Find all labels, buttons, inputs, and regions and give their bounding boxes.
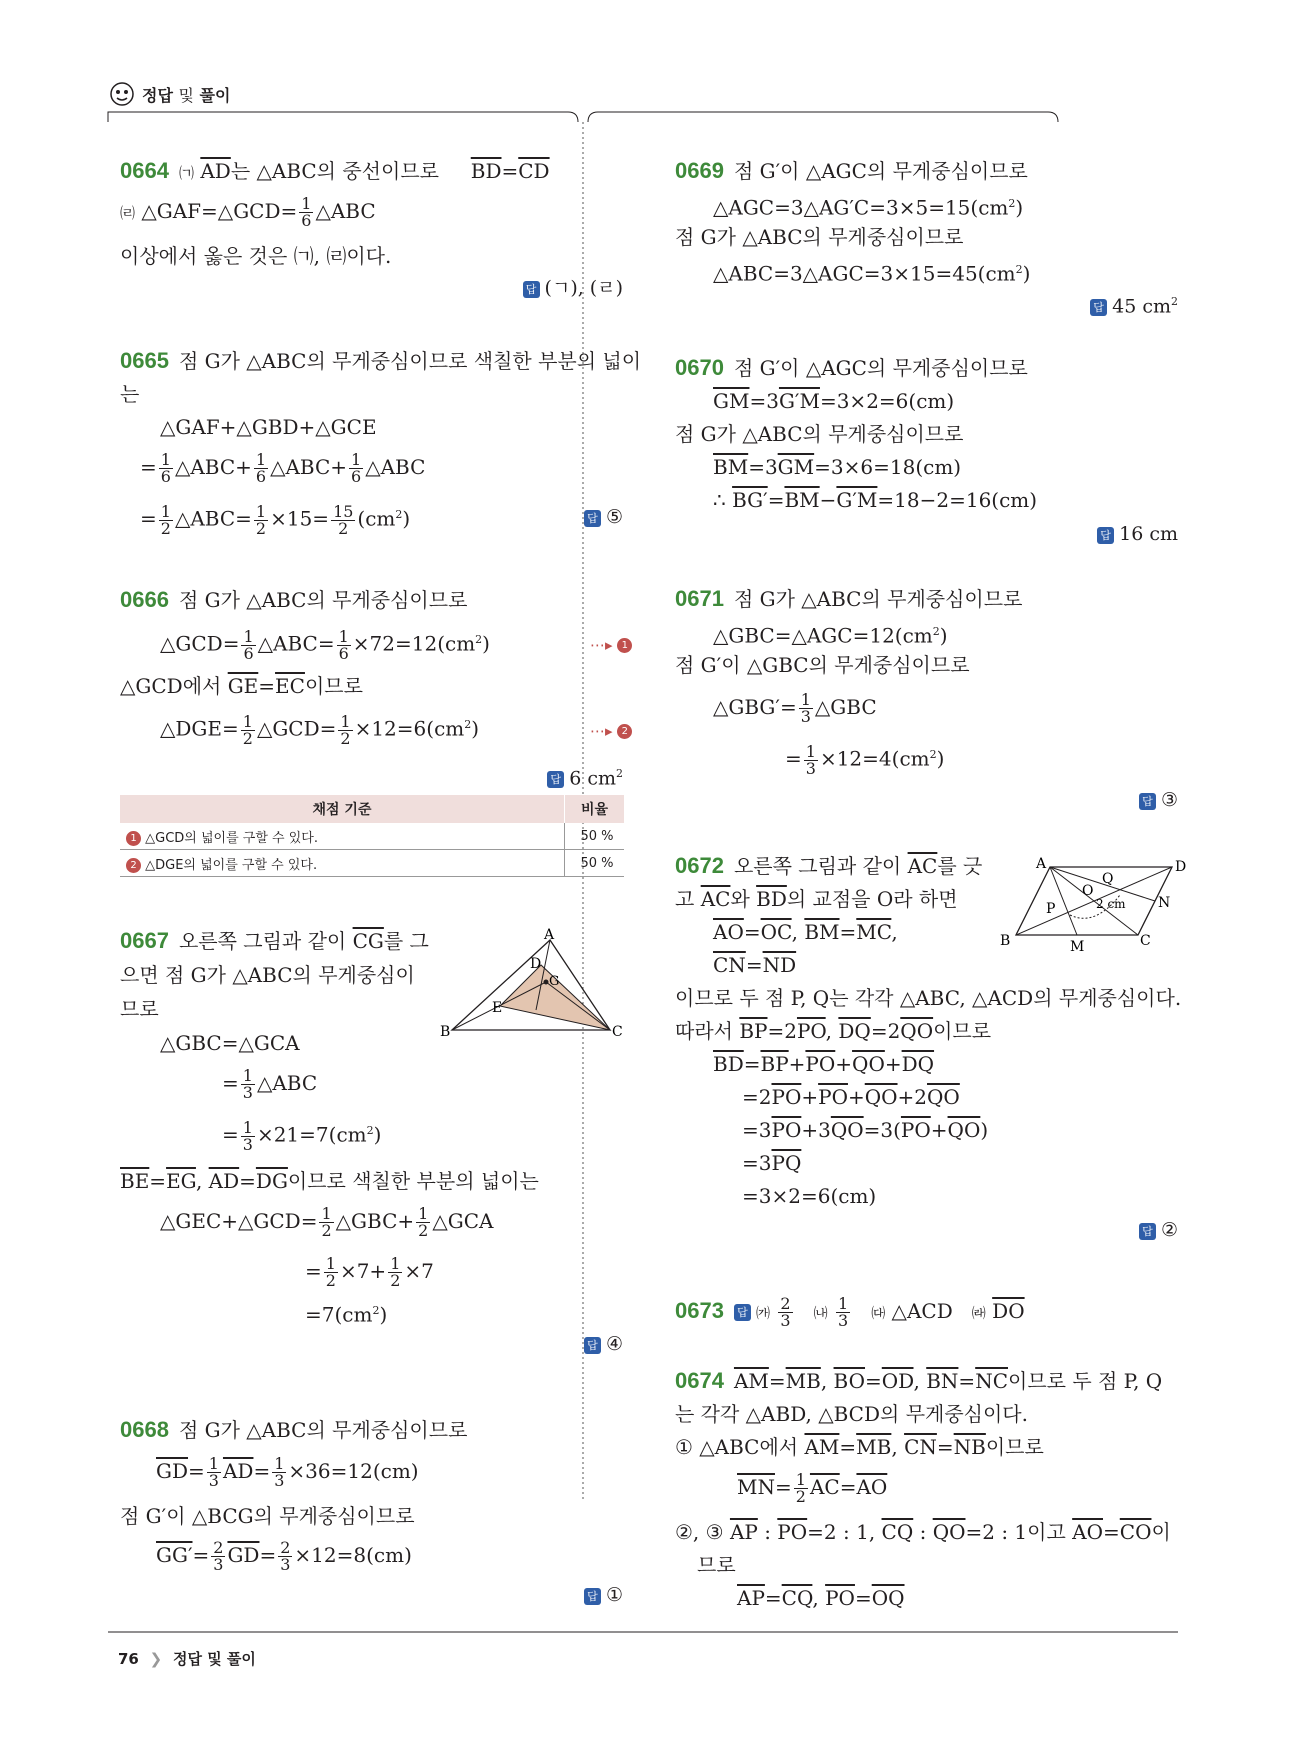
p0673-line1: 0673 답 ㈎ $\frac{2}{3}$ ㈏ $\frac{1}{3}$ ㈐ △ACD ㈑ $\overline{DO}$ bbox=[675, 1294, 1025, 1330]
p0674-line1: 0674 $\overline{AM}=\overline{MB}$, $\overline{BO}=\overline{OD}$, $\overline{BN}=\overline{NC}$이므로 두 점 P, Q bbox=[675, 1368, 1163, 1393]
fig0667-label-a: A bbox=[544, 927, 555, 943]
answer-badge-icon: 답 bbox=[584, 510, 601, 527]
p0666-answer: 답 6 $cm^2$ bbox=[547, 762, 623, 790]
p0672-line6: 따라서 $\overline{BP}=2\overline{PO}$, $\overline{DQ}=2\overline{QO}$이므로 bbox=[675, 1019, 992, 1043]
answer-badge-icon: 답 bbox=[584, 1337, 601, 1354]
p0666-line4: △DGE= $\frac{1}{2}$ △GCD= $\frac{1}{2}$ $\times 12=6(cm^2)$ bbox=[160, 711, 480, 748]
fig0672-label-b: B bbox=[1000, 933, 1011, 949]
p0670-line4: $\overline{BM}=3\overline{GM}=3\times 6=18(cm)$ bbox=[713, 455, 962, 479]
problem-number: 0667 bbox=[120, 928, 169, 953]
grading-header-criteria: 채점 기준 bbox=[120, 795, 565, 823]
p0671-line3: 점 G′이 △GBC의 무게중심이므로 bbox=[675, 653, 970, 677]
p0674-line6: 므로 bbox=[697, 1553, 736, 1577]
fig0672-label-d: D bbox=[1175, 859, 1187, 875]
fig0667-label-c: C bbox=[612, 1024, 623, 1040]
problem-number: 0673 bbox=[675, 1298, 724, 1323]
problem-number: 0664 bbox=[120, 158, 169, 183]
p0664-answer: 답 (ㄱ), (ㄹ) bbox=[523, 276, 623, 300]
p0667-line1: 0667 오른쪽 그림과 같이 $\overline{CG}$를 그 bbox=[120, 928, 429, 953]
p0665-line1: 0665 점 G가 △ABC의 무게중심이므로 색칠한 부분의 넓이 bbox=[120, 348, 642, 373]
header-title-c: 풀이 bbox=[199, 86, 231, 105]
p0671-line2: $\triangle GBC=\triangle AGC=12(cm^2)$ bbox=[713, 623, 948, 648]
answer-badge-icon: 답 bbox=[523, 281, 540, 298]
p0670-line1: 0670 점 G′이 △AGC의 무게중심이므로 bbox=[675, 355, 1028, 380]
p0665-answer: 답 ⑤ bbox=[584, 505, 623, 529]
p0664-line1: 0664 ㈀ $\overline{AD}$는 △ABC의 중선이므로 $\overline{BD}=\overline{CD}$ bbox=[120, 158, 550, 183]
p0671-line5: = $\frac{1}{3}$ $\times 12=4(cm^2)$ bbox=[785, 741, 945, 778]
problem-number: 0674 bbox=[675, 1368, 724, 1393]
answer-badge-icon: 답 bbox=[584, 1588, 601, 1605]
p0672-line9: $=3\overline{PO}+3\overline{QO}=3(\overline{PO}+\overline{QO})$ bbox=[742, 1118, 989, 1142]
parallelogram-figure-0672 bbox=[1000, 855, 1185, 955]
p0672-line11: =3×2=6(cm) bbox=[742, 1184, 877, 1208]
problem-number: 0665 bbox=[120, 348, 169, 373]
answer-badge-icon: 답 bbox=[547, 771, 564, 788]
header-title-a: 정답 bbox=[142, 86, 173, 105]
step-marker-1: ⋯▸ 1 bbox=[590, 636, 632, 654]
fig0672-label-o: O bbox=[1082, 883, 1094, 899]
triangle-figure-0667 bbox=[440, 927, 623, 1050]
grading-table-header bbox=[120, 795, 624, 823]
p0664-line3: 이상에서 옳은 것은 ㈀, ㈃이다. bbox=[120, 244, 392, 268]
p0666-line1: 0666 점 G가 △ABC의 무게중심이므로 bbox=[120, 587, 468, 612]
p0671-answer: 답 ③ bbox=[1139, 788, 1178, 812]
p0670-line5: ∴ $BG'=\overline{BM}-G'M=18-2=16(cm)$ bbox=[713, 488, 1038, 512]
p0669-line1: 0669 점 G′이 △AGC의 무게중심이므로 bbox=[675, 158, 1028, 183]
p0671-line1: 0671 점 G가 △ABC의 무게중심이므로 bbox=[675, 586, 1023, 611]
chevron-right-icon: ❯ bbox=[149, 1650, 163, 1668]
p0669-line4: $\triangle ABC=3\triangle AGC=3\times 15=45(cm^2)$ bbox=[713, 261, 1031, 286]
p0667-line9: = $\frac{1}{2}$ ×7+ $\frac{1}{2}$ ×7 bbox=[305, 1254, 434, 1290]
p0674-line7: $\overline{AP}=\overline{CQ}$, $\overline{PO}=\overline{OQ}$ bbox=[737, 1586, 905, 1610]
problem-number: 0670 bbox=[675, 355, 724, 380]
p0667-answer: 답 ④ bbox=[584, 1332, 623, 1356]
p0674-line5: ②, ③ $\overline{AP}$ : $\overline{PO}=2$ : 1, $\overline{CQ}$ : $\overline{QO}=2$ : 1이고 $\overline{AO}=\overline{CO}$이 bbox=[675, 1520, 1171, 1544]
p0665-line3: △GAF+△GBD+△GCE bbox=[160, 415, 377, 439]
p0672-line2: 고 $\overline{AC}$와 $\overline{BD}$의 교점을 O라 하면 bbox=[675, 887, 958, 911]
problem-number: 0672 bbox=[675, 853, 724, 878]
p0668-line4: GG′= $\frac{2}{3}$ $\overline{GD}=$ $\frac{2}{3}$ ×12=8(cm) bbox=[156, 1538, 412, 1574]
fig0672-measure: 2 cm bbox=[1096, 897, 1126, 911]
p0666-line3: △GCD에서 $\overline{GE}=\overline{EC}$이므로 bbox=[120, 674, 363, 698]
page-number: 76 bbox=[118, 1650, 139, 1668]
table-row: 2 △DGE의 넓이를 구할 수 있다. 50 % bbox=[120, 850, 624, 877]
p0670-line3: 점 G가 △ABC의 무게중심이므로 bbox=[675, 422, 964, 446]
p0672-line3: $\overline{AO}=\overline{OC}$, $\overline{BM}=\overline{MC}$, bbox=[713, 920, 898, 944]
answer-badge-icon: 답 bbox=[1139, 793, 1156, 810]
p0664-line2: ㈃ △GAF=△GCD= $\frac{1}{6}$ △ABC bbox=[120, 194, 376, 230]
p0672-line10: $=3\overline{PQ}$ bbox=[742, 1151, 802, 1175]
fig0667-label-g: G bbox=[549, 974, 560, 989]
grading-header-ratio: 비율 bbox=[565, 795, 625, 823]
p0668-line1: 0668 점 G가 △ABC의 무게중심이므로 bbox=[120, 1417, 468, 1442]
p0674-line4: $\overline{MN}=$ $\frac{1}{2}$ $\overline{AC}=\overline{AO}$ bbox=[737, 1470, 888, 1506]
fig0672-label-q: Q bbox=[1102, 871, 1114, 887]
p0667-line2: 으면 점 G가 △ABC의 무게중심이 bbox=[120, 963, 415, 987]
fig0667-label-b: B bbox=[440, 1024, 451, 1040]
p0674-line2: 는 각각 △ABD, △BCD의 무게중심이다. bbox=[675, 1402, 1028, 1426]
p0669-line2: $\triangle AGC=3\triangle AG'C=3\times 5=15(cm^2)$ bbox=[713, 195, 1024, 220]
p0667-line10: $=7(cm^2)$ bbox=[305, 1302, 388, 1327]
fig0672-label-m: M bbox=[1070, 939, 1085, 955]
table-row: 1 △GCD의 넓이를 구할 수 있다. 50 % bbox=[120, 823, 624, 850]
p0674-line3: ① △ABC에서 $\overline{AM}=\overline{MB}$, $\overline{CN}=\overline{NB}$이므로 bbox=[675, 1435, 1044, 1459]
fig0672-label-p: P bbox=[1046, 901, 1056, 917]
p0667-line4: △GBC=△GCA bbox=[160, 1031, 300, 1055]
p0672-line1: 0672 오른쪽 그림과 같이 $\overline{AC}$를 긋 bbox=[675, 853, 983, 878]
fig0672-label-c: C bbox=[1140, 933, 1151, 949]
p0672-line5: 이므로 두 점 P, Q는 각각 △ABC, △ACD의 무게중심이다. bbox=[675, 986, 1182, 1010]
p0665-line2: 는 bbox=[120, 382, 140, 406]
fig0667-label-d: D bbox=[530, 956, 542, 972]
p0667-line8: △GEC+△GCD= $\frac{1}{2}$ △GBC+ $\frac{1}{2}$ △GCA bbox=[160, 1204, 494, 1240]
p0665-line5: = $\frac{1}{2}$ △ABC= $\frac{1}{2}$ ×15= $\frac{15}{2}$ $(cm^2)$ bbox=[140, 501, 411, 538]
fig0672-label-a: A bbox=[1036, 856, 1047, 872]
fig0667-label-e: E bbox=[492, 1000, 503, 1016]
p0667-line7: $\overline{BE}=\overline{EG}$, $\overline{AD}=\overline{DG}$이므로 색칠한 부분의 넓이는 bbox=[120, 1169, 539, 1193]
p0672-line4: $\overline{CN}=\overline{ND}$ bbox=[713, 953, 797, 977]
p0670-line2: $\overline{GM}=3G'M=3\times 2=6(cm)$ bbox=[713, 389, 955, 413]
p0667-line3: 므로 bbox=[120, 997, 159, 1021]
mascot-icon bbox=[108, 80, 136, 108]
answer-badge-icon: 답 bbox=[1090, 299, 1107, 316]
answer-badge-icon: 답 bbox=[1097, 527, 1114, 544]
p0668-answer: 답 ① bbox=[584, 1583, 623, 1607]
p0666-line2: △GCD= $\frac{1}{6}$ △ABC= $\frac{1}{6}$ $\times 72=12(cm^2)$ bbox=[160, 626, 490, 663]
fig0672-label-n: N bbox=[1158, 895, 1171, 911]
grading-table bbox=[120, 795, 624, 877]
p0672-answer: 답 ② bbox=[1139, 1218, 1178, 1242]
header-title-b: 및 bbox=[178, 86, 194, 105]
p0668-line2: $\overline{GD}=$ $\frac{1}{3}$ $\overline{AD}=$ $\frac{1}{3}$ ×36=12(cm) bbox=[156, 1454, 419, 1490]
p0667-line6: = $\frac{1}{3}$ $\times 21=7(cm^2)$ bbox=[222, 1117, 382, 1154]
problem-number: 0671 bbox=[675, 586, 724, 611]
p0669-line3: 점 G가 △ABC의 무게중심이므로 bbox=[675, 225, 964, 249]
p0672-line7: $\overline{BD}=\overline{BP}+\overline{PO}+\overline{QO}+\overline{DQ}$ bbox=[713, 1052, 935, 1076]
p0672-line8: $=2\overline{PO}+\overline{PO}+\overline{QO}+2\overline{QO}$ bbox=[742, 1085, 960, 1109]
problem-number: 0666 bbox=[120, 587, 169, 612]
p0667-line5: = $\frac{1}{3}$ △ABC bbox=[222, 1066, 318, 1102]
problem-number: 0668 bbox=[120, 1417, 169, 1442]
p0669-answer: 답 45 $cm^2$ bbox=[1090, 290, 1178, 318]
p0670-answer: 답 16 cm bbox=[1097, 522, 1178, 546]
p0668-line3: 점 G′이 △BCG의 무게중심이므로 bbox=[120, 1504, 415, 1528]
step-marker-2: ⋯▸ 2 bbox=[590, 722, 632, 740]
answer-badge-icon: 답 bbox=[734, 1304, 751, 1321]
footer bbox=[118, 1648, 256, 1669]
p0671-line4: △GBG′= $\frac{1}{3}$ △GBC bbox=[713, 690, 877, 726]
p0665-line4: = $\frac{1}{6}$ △ABC+ $\frac{1}{6}$ △ABC+ $\frac{1}{6}$ △ABC bbox=[140, 450, 426, 486]
answer-badge-icon: 답 bbox=[1139, 1223, 1156, 1240]
footer-label: 정답 및 풀이 bbox=[173, 1650, 256, 1668]
problem-number: 0669 bbox=[675, 158, 724, 183]
